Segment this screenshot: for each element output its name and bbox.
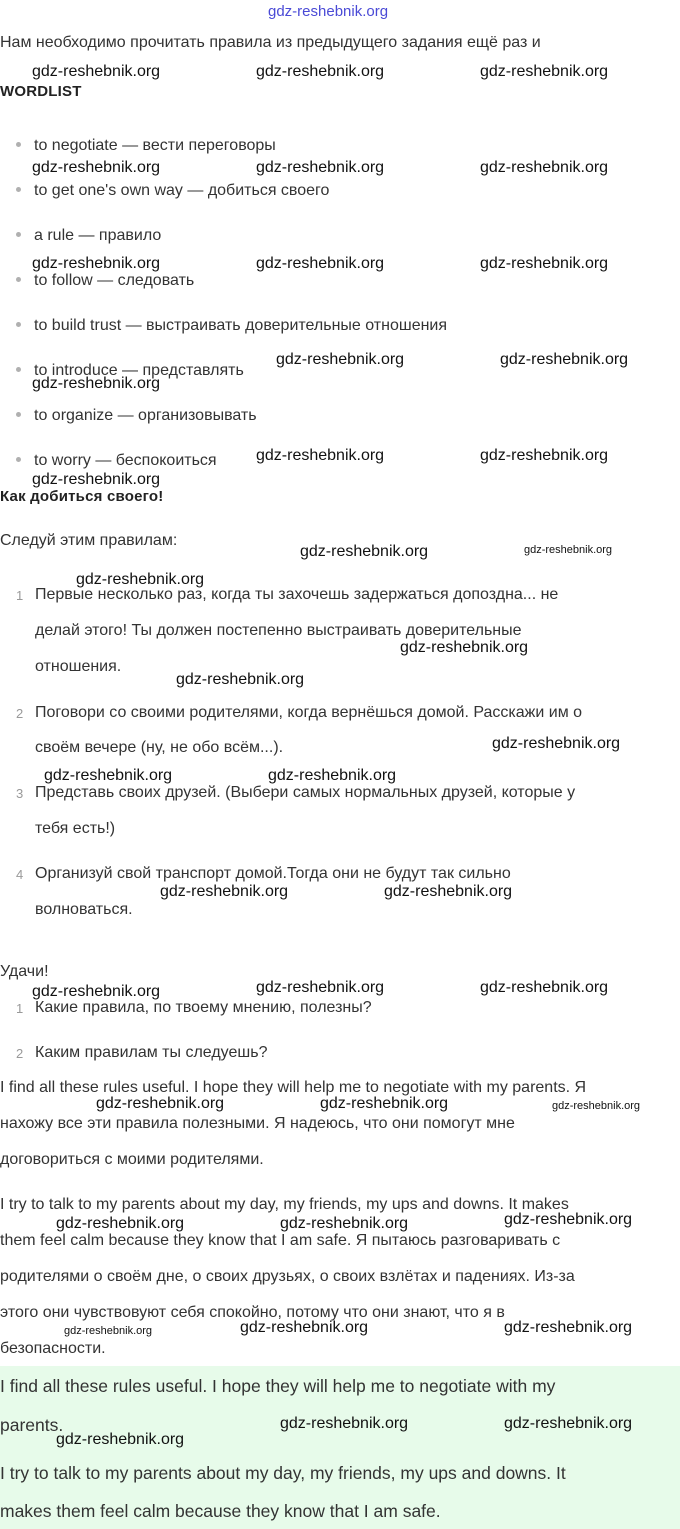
list-item: to introduce — представлять (16, 362, 244, 380)
watermark: gdz-reshebnik.org (504, 1415, 633, 1432)
watermark: gdz-reshebnik.org (96, 1095, 225, 1112)
highlight-line: parents. (0, 1415, 64, 1435)
intro-text: Нам необходимо прочитать правила из предыдущего задания ещё раз и (0, 34, 541, 51)
answer-line: them feel calm because they know that I am safe. Я пытаюсь разговаривать с (0, 1232, 561, 1249)
watermark: gdz-reshebnik.org (480, 159, 609, 176)
watermark: gdz-reshebnik.org (256, 159, 385, 176)
question-number: 2 (16, 1046, 24, 1061)
step-text: Поговори со своими родителями, когда вернёшься домой. Расскажи им о (35, 704, 583, 721)
watermark: gdz-reshebnik.org (280, 1415, 409, 1432)
list-item: to worry — беспокоиться (16, 452, 217, 470)
watermark: gdz-reshebnik.org (240, 1319, 369, 1336)
step-text: своём вечере (ну, не обо всём...). (35, 739, 284, 756)
watermark: gdz-reshebnik.org (32, 63, 161, 80)
list-item: to build trust — выстраивать доверительные отношения (16, 317, 447, 335)
bullet-icon (16, 232, 21, 237)
list-item: to organize — организовывать (16, 407, 257, 425)
answer-line: нахожу все эти правила полезными. Я надеюсь, что они помогут мне (0, 1115, 515, 1132)
watermark: gdz-reshebnik.org (492, 735, 621, 752)
watermark: gdz-reshebnik.org (256, 255, 385, 272)
step-number: 2 (16, 706, 24, 721)
bullet-icon (16, 322, 21, 327)
step-text: Представь своих друзей. (Выбери самых нормальных друзей, которые у (35, 784, 576, 801)
watermark: gdz-reshebnik.org (32, 471, 161, 488)
wordlist-title: WORDLIST (0, 83, 82, 100)
watermark: gdz-reshebnik.org (400, 639, 529, 656)
article-title: Как добиться своего! (0, 488, 164, 505)
watermark: gdz-reshebnik.org (320, 1095, 449, 1112)
watermark: gdz-reshebnik.org (56, 1215, 185, 1232)
list-item: a rule — правило (16, 227, 161, 245)
watermark: gdz-reshebnik.org (32, 255, 161, 272)
step-number: 1 (16, 588, 24, 603)
watermark: gdz-reshebnik.org (480, 447, 609, 464)
watermark: gdz-reshebnik.org (256, 63, 385, 80)
answer-line: I try to talk to my parents about my day, my friends, my ups and downs. It makes (0, 1196, 569, 1213)
watermark: gdz-reshebnik.org (480, 979, 609, 996)
watermark: gdz-reshebnik.org (44, 767, 173, 784)
watermark: gdz-reshebnik.org (176, 671, 305, 688)
list-item: to get one's own way — добиться своего (16, 182, 329, 200)
bullet-icon (16, 187, 21, 192)
watermark: gdz-reshebnik.org (32, 375, 161, 392)
article-lead: Следуй этим правилам: (0, 532, 178, 549)
watermark: gdz-reshebnik.org (256, 979, 385, 996)
watermark: gdz-reshebnik.org (76, 571, 205, 588)
watermark: gdz-reshebnik.org (552, 1100, 641, 1112)
watermark: gdz-reshebnik.org (504, 1211, 633, 1228)
watermark: gdz-reshebnik.org (300, 543, 429, 560)
step-text: делай этого! Ты должен постепенно выстраивать доверительные (35, 622, 522, 639)
step-text: волноваться. (35, 901, 133, 918)
bullet-icon (16, 457, 21, 462)
closing-text: Удачи! (0, 963, 49, 980)
watermark: gdz-reshebnik.org (32, 159, 161, 176)
step-text: отношения. (35, 658, 122, 675)
watermark: gdz-reshebnik.org (256, 447, 385, 464)
watermark: gdz-reshebnik.org (384, 883, 513, 900)
bullet-icon (16, 142, 21, 147)
step-number: 4 (16, 867, 24, 882)
watermark: gdz-reshebnik.org (480, 255, 609, 272)
watermark: gdz-reshebnik.org (280, 1215, 409, 1232)
bullet-icon (16, 412, 21, 417)
answer-line: родителями о своём дне, о своих друзьях, о своих взлётах и падениях. Из-за (0, 1268, 575, 1285)
answer-line: I find all these rules useful. I hope they will help me to negotiate with my parents. Я (0, 1079, 587, 1096)
step-text: Первые несколько раз, когда ты захочешь задержаться допоздна... не (35, 586, 559, 603)
site-header-link[interactable]: gdz-reshebnik.org (268, 3, 389, 20)
answer-line: безопасности. (0, 1340, 106, 1357)
step-text: тебя есть!) (35, 820, 116, 837)
watermark: gdz-reshebnik.org (524, 544, 613, 556)
highlight-line: makes them feel calm because they know that I am safe. (0, 1501, 441, 1521)
bullet-icon (16, 367, 21, 372)
watermark: gdz-reshebnik.org (64, 1325, 153, 1337)
bullet-icon (16, 277, 21, 282)
watermark: gdz-reshebnik.org (32, 983, 161, 1000)
question-number: 1 (16, 1001, 24, 1016)
question-text: Какие правила, по твоему мнению, полезны? (35, 999, 372, 1016)
question-text: Каким правилам ты следуешь? (35, 1044, 268, 1061)
step-number: 3 (16, 786, 24, 801)
answer-line: этого они чувствовуют себя спокойно, потому что они знают, что я в (0, 1304, 505, 1321)
list-item: to follow — следовать (16, 272, 194, 290)
highlight-line: I find all these rules useful. I hope they will help me to negotiate with my (0, 1376, 556, 1396)
watermark: gdz-reshebnik.org (160, 883, 289, 900)
list-item: to negotiate — вести переговоры (16, 137, 276, 155)
watermark: gdz-reshebnik.org (504, 1319, 633, 1336)
watermark: gdz-reshebnik.org (268, 767, 397, 784)
step-text: Организуй свой транспорт домой.Тогда они не будут так сильно (35, 865, 511, 882)
answer-line: договориться с моими родителями. (0, 1151, 264, 1168)
watermark: gdz-reshebnik.org (276, 351, 405, 368)
watermark: gdz-reshebnik.org (480, 63, 609, 80)
watermark: gdz-reshebnik.org (500, 351, 629, 368)
highlight-line: I try to talk to my parents about my day, my friends, my ups and downs. It (0, 1463, 566, 1483)
watermark: gdz-reshebnik.org (56, 1431, 185, 1448)
